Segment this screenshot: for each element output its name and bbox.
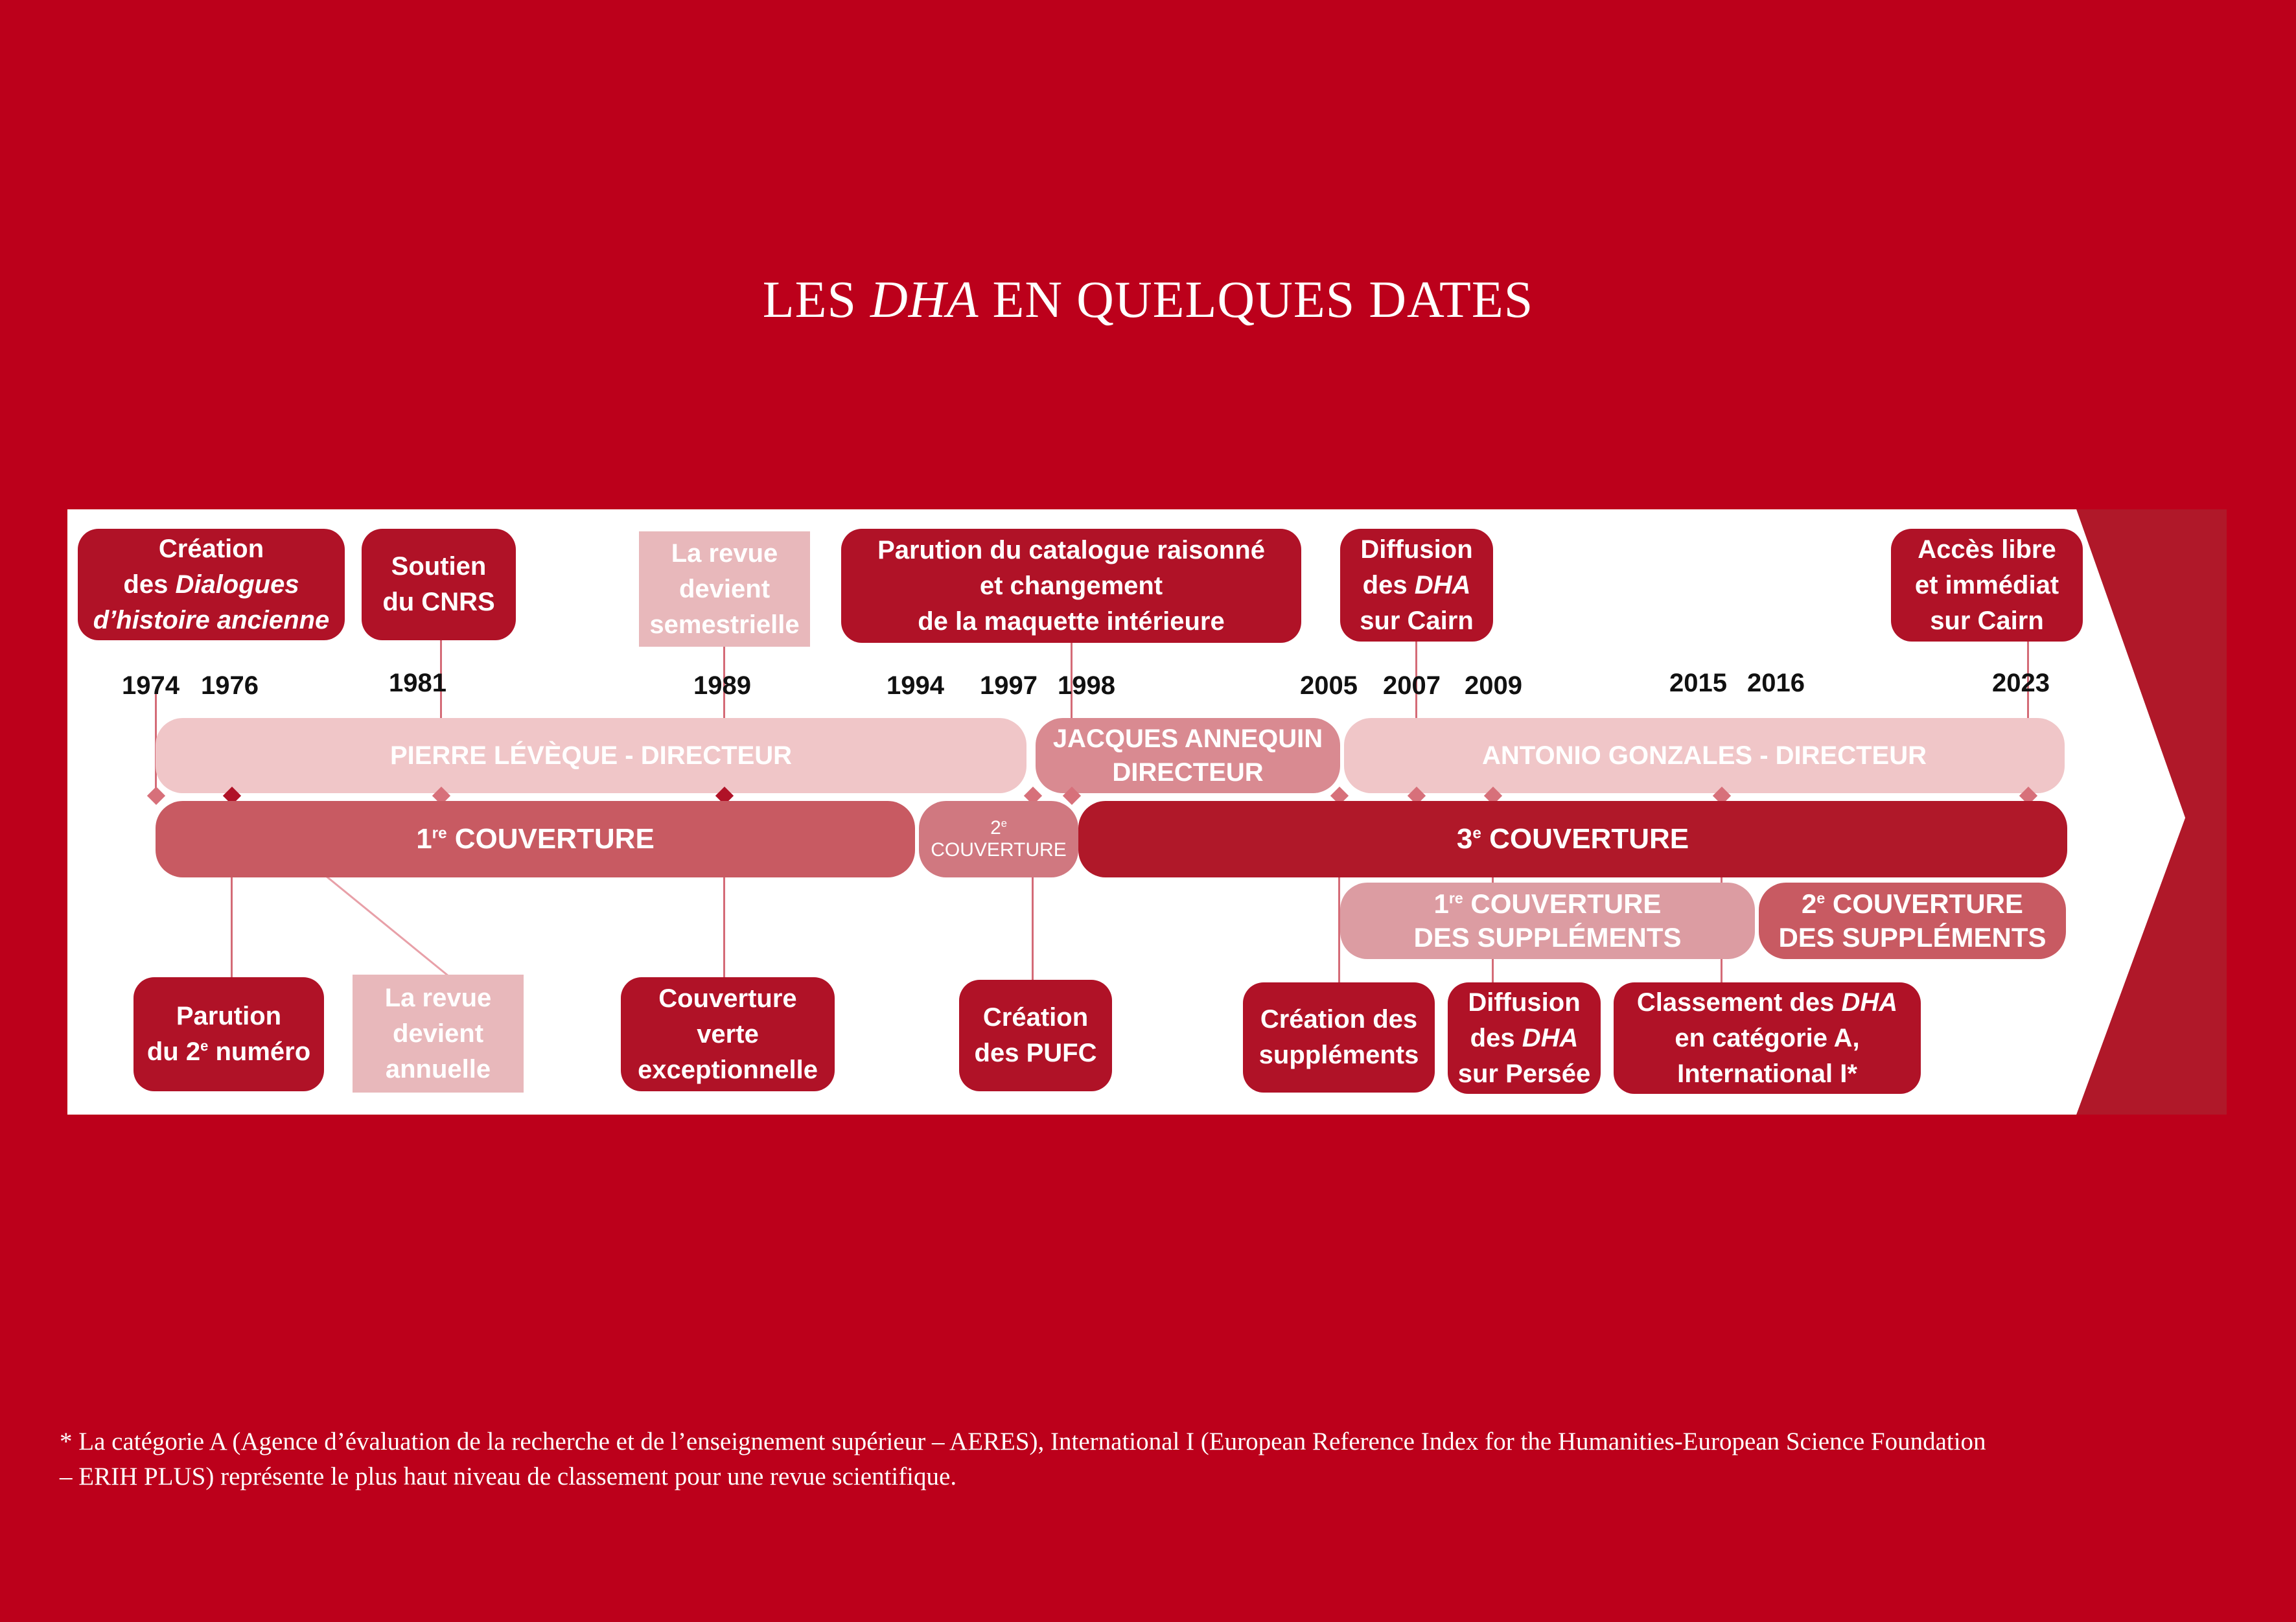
year-label: 1997 <box>980 671 1038 700</box>
director-leveque: PIERRE LÉVÈQUE - DIRECTEUR <box>156 718 1026 793</box>
director-annequin: JACQUES ANNEQUIN DIRECTEUR <box>1036 718 1340 793</box>
event-revue-semestrielle: La revue devient semestrielle <box>639 531 810 647</box>
year-label: 2005 <box>1300 671 1358 700</box>
year-label: 1994 <box>887 671 944 700</box>
cover-3: 3e COUVERTURE <box>1078 801 2067 877</box>
event-classement-categorie-a: Classement des DHA en catégorie A, International I* <box>1614 982 1921 1094</box>
year-label: 2007 <box>1383 671 1441 700</box>
event-diffusion-cairn: Diffusion des DHA sur Cairn <box>1340 529 1493 642</box>
event-acces-libre: Accès libre et immédiat sur Cairn <box>1891 529 2083 642</box>
year-label: 1998 <box>1058 671 1115 700</box>
event-catalogue-raisonne: Parution du catalogue raisonné et changement de la maquette intérieure <box>841 529 1301 643</box>
footnote <box>60 1424 2198 1494</box>
director-gonzales: ANTONIO GONZALES - DIRECTEUR <box>1344 718 2065 793</box>
footnote-line-1: * La catégorie A (Agence d’évaluation de la recherche et de l’enseignement supérieur – AERES), International I (European Reference Index for the Humanities-European Science Foundation <box>60 1428 1986 1455</box>
cover-2: 2e COUVERTURE <box>919 801 1078 877</box>
year-label: 1976 <box>201 671 259 700</box>
event-revue-annuelle: La revue devient annuelle <box>353 975 524 1093</box>
event-creation-dha: Création des Dialogues d’histoire ancienne <box>78 529 345 640</box>
year-label: 1981 <box>389 669 446 697</box>
year-label: 2016 <box>1747 669 1805 697</box>
event-creation-supplements: Création des suppléments <box>1243 982 1435 1093</box>
cover-supplements-2: 2e COUVERTURE DES SUPPLÉMENTS <box>1759 883 2066 959</box>
cover-1: 1re COUVERTURE <box>156 801 915 877</box>
page-title: LES DHA EN QUELQUES DATES <box>762 272 1534 329</box>
footnote-line-2: – ERIH PLUS) représente le plus haut niveau de classement pour une revue scientifique. <box>60 1463 957 1490</box>
event-creation-pufc: Création des PUFC <box>959 980 1112 1091</box>
event-parution-2e-numero: Parution du 2e numéro <box>133 977 324 1091</box>
event-soutien-cnrs: Soutien du CNRS <box>362 529 516 640</box>
year-label: 2015 <box>1669 669 1727 697</box>
cover-supplements-1: 1re COUVERTURE DES SUPPLÉMENTS <box>1340 883 1755 959</box>
event-diffusion-persee: Diffusion des DHA sur Persée <box>1448 982 1601 1094</box>
year-label: 2009 <box>1465 671 1522 700</box>
year-label: 2023 <box>1992 669 2050 697</box>
year-label: 1989 <box>693 671 751 700</box>
event-couverture-verte: Couverture verte exceptionnelle <box>621 977 835 1091</box>
timeline-panel <box>67 509 2227 1115</box>
year-label: 1974 <box>122 671 180 700</box>
